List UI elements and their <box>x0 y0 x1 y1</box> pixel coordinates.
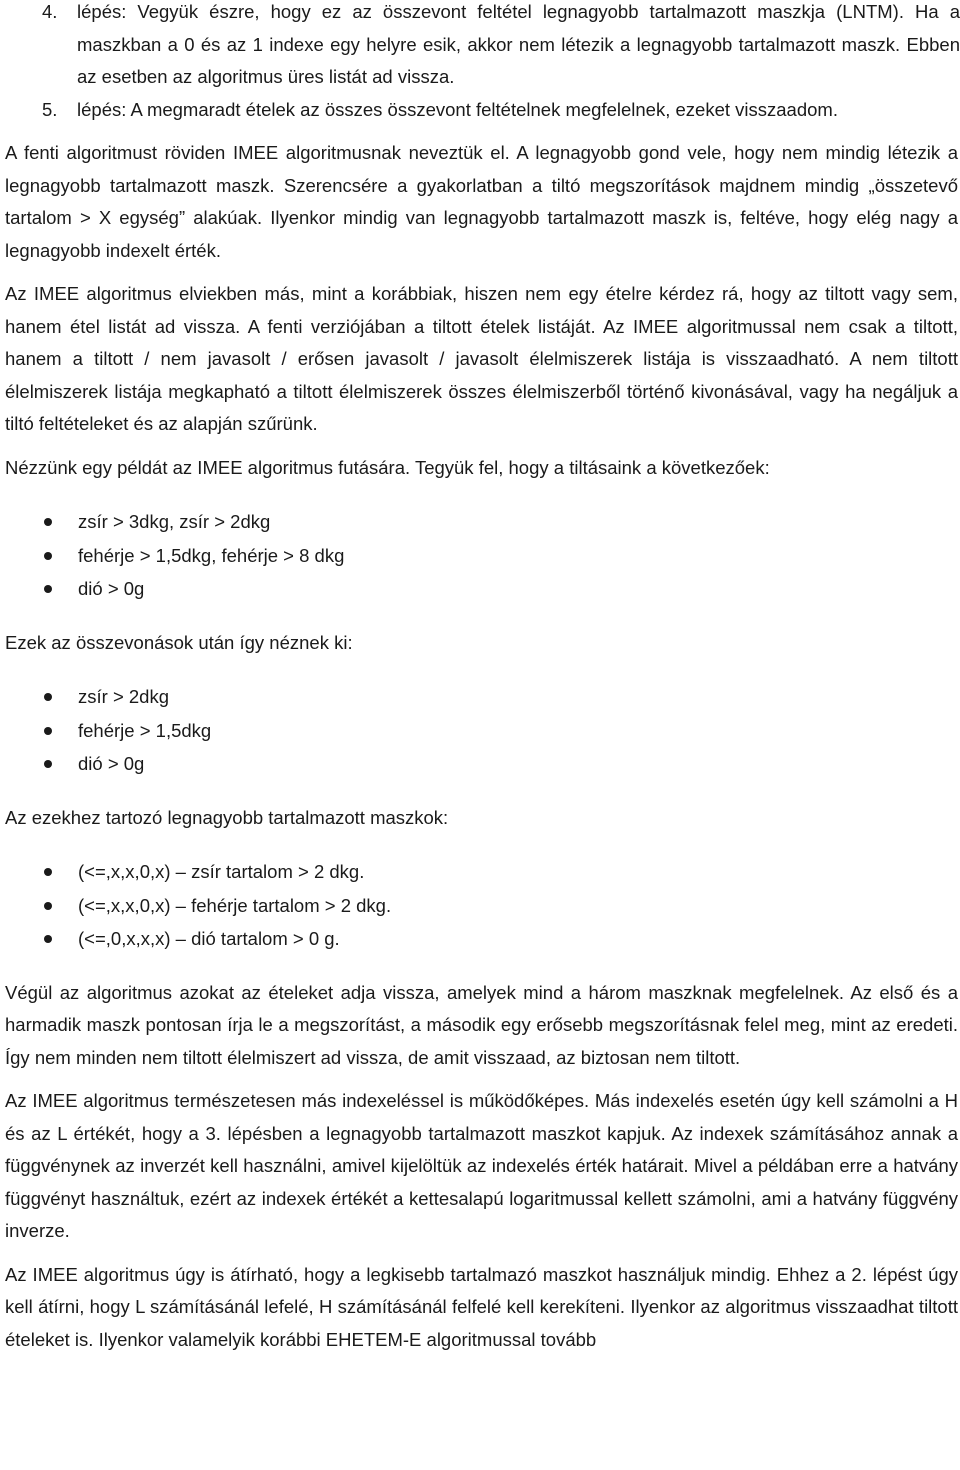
paragraph-imee-intro: A fenti algoritmust röviden IMEE algoritmusnak neveztük el. A legnagyobb gond vele, hogy nem mindig létezik a legnagyobb tartalmazott maszk. Szerencsére a gyakorlatban a tiltó megszorítások majdnem mindig „összetevő tartalom > X egység” alakúak. Ilyenkor mindig van legnagyobb tartalmazott maszk is, feltéve, hogy elég nagy a legnagyobb indexelt érték. <box>5 142 958 261</box>
bullet-icon <box>44 902 52 910</box>
step-item <box>5 0 960 94</box>
list-item: fehérje > 1,5dkg, fehérje > 8 dkg <box>5 539 960 573</box>
step-number: 4. <box>42 1 58 22</box>
merged-restrictions-list <box>5 680 960 781</box>
step-text: lépés: Vegyük észre, hogy ez az összevont feltétel legnagyobb tartalmazott maszkja (LNTM). Ha a maszkban a 0 és az 1 indexe egy helyre esik, akkor nem létezik a legnagyobb tartalmazott maszk. Ebben az esetben az algoritmus üres listát ad vissza. <box>77 1 960 87</box>
list-item: (<=,0,x,x,x) – dió tartalom > 0 g. <box>5 922 960 956</box>
bullet-icon <box>44 935 52 943</box>
paragraph-imee-difference: Az IMEE algoritmus elviekben más, mint a korábbiak, hiszen nem egy ételre kérdez rá, hogy az tiltott vagy sem, hanem étel listát ad vissza. A fenti verziójában a tiltott ételek listáját. Az IMEE algoritmussal nem csak a tiltott, hanem a tiltott / nem javasolt / erősen javasolt / javasolt élelmiszerek listája is visszaadható. A nem tiltott élelmiszerek listája megkapható a tiltott élelmiszerek összes élelmiszerből történő kivonásával, vagy ha negáljuk a tiltó feltételeket és az alapján szűrünk. <box>5 283 958 434</box>
bullet-icon <box>44 518 52 526</box>
restrictions-list <box>5 505 960 606</box>
list-item: dió > 0g <box>5 572 960 606</box>
list-item: dió > 0g <box>5 747 960 781</box>
paragraph-smallest-mask: Az IMEE algoritmus úgy is átírható, hogy a legkisebb tartalmazó maszkot használjuk mindig. Ehhez a 2. lépést úgy kell átírni, hogy L számításánál lefelé, H számításánál felfelé kell kerekíteni. Ilyenkor az algoritmus visszaadhat tiltott ételeket is. Ilyenkor valamelyik korábbi EHETEM-E algoritmussal tovább <box>5 1263 958 1350</box>
bullet-icon <box>44 727 52 735</box>
paragraph-result: Végül az algoritmus azokat az ételeket adja vissza, amelyek mind a három maszknak megfelelnek. Az első és a harmadik maszk pontosan írja le a megszorítást, a második egy erősebb megszorításnak felel meg, mint az eredeti. Így nem minden nem tiltott élelmiszert ad vissza, de amit visszaad, az biztosan nem tiltott. <box>5 981 958 1068</box>
bullet-icon <box>44 868 52 876</box>
step-text: lépés: A megmaradt ételek az összes összevont feltételnek megfelelnek, ezeket visszaadom. <box>77 98 838 120</box>
bullet-icon <box>44 552 52 560</box>
list-item: (<=,x,x,0,x) – fehérje tartalom > 2 dkg. <box>5 889 960 923</box>
step-item <box>5 94 960 127</box>
list-item: zsír > 3dkg, zsír > 2dkg <box>5 505 960 539</box>
list-item: fehérje > 1,5dkg <box>5 714 960 748</box>
list-item: (<=,x,x,0,x) – zsír tartalom > 2 dkg. <box>5 855 960 889</box>
list-item: zsír > 2dkg <box>5 680 960 714</box>
paragraph-after-merge: Ezek az összevonások után így néznek ki: <box>5 631 353 653</box>
paragraph-indexing: Az IMEE algoritmus természetesen más indexeléssel is működőképes. Más indexelés esetén úgy kell számolni a H és az L értékét, hogy a 3. lépésben a legnagyobb tartalmazott maszkot kapjuk. Az indexek számításához annak a függvénynek az inverzét kell használni, amivel kijelöltük az indexelés érték határait. Mivel a példában erre a hatvány függvényt használtuk, ezért az indexek értékét a kettesalapú logaritmussal kellett számolni, ami a hatvány függvény inverze. <box>5 1090 958 1241</box>
bullet-icon <box>44 693 52 701</box>
masks-list <box>5 855 960 956</box>
bullet-icon <box>44 585 52 593</box>
paragraph-example-intro: Nézzünk egy példát az IMEE algoritmus futására. Tegyük fel, hogy a tiltásaink a következőek: <box>5 456 770 478</box>
paragraph-masks-intro: Az ezekhez tartozó legnagyobb tartalmazott maszkok: <box>5 806 449 828</box>
step-number: 5. <box>42 98 58 120</box>
bullet-icon <box>44 760 52 768</box>
algorithm-steps <box>5 0 960 126</box>
